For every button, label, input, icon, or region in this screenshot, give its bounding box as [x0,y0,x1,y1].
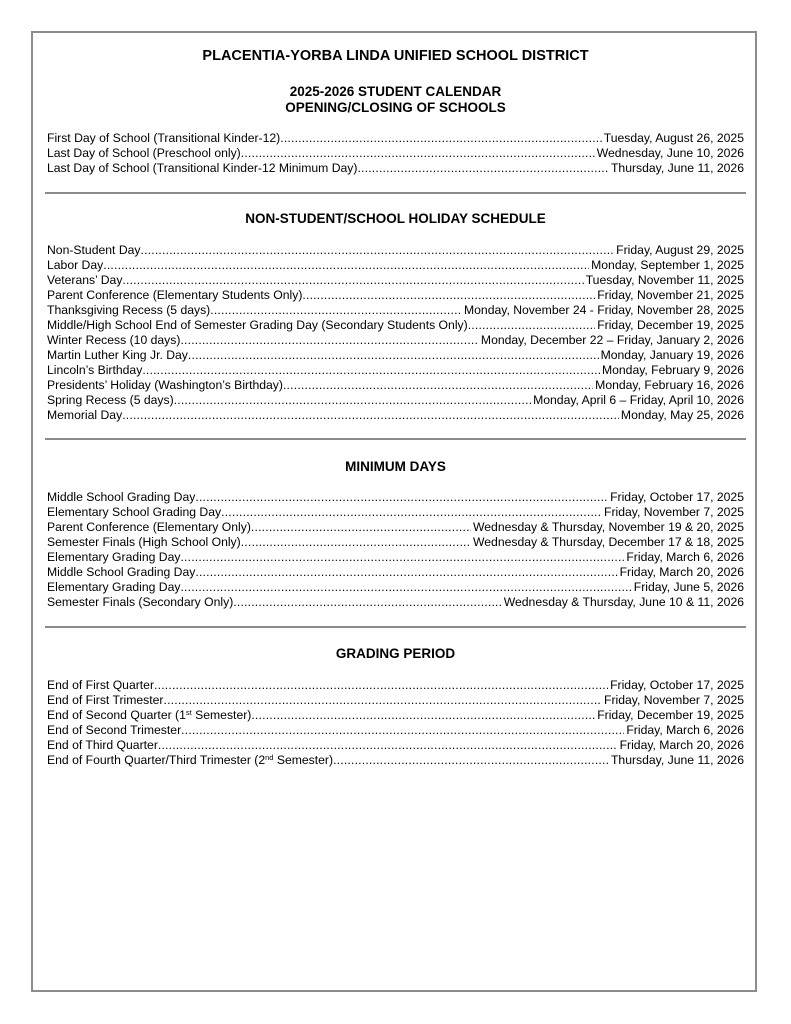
item-date: Friday, March 20, 2026 [619,738,744,752]
leader-dots [241,535,471,550]
holiday-list [47,243,744,423]
item-date: Monday, February 16, 2026 [595,378,744,392]
item-date: Monday, September 1, 2025 [591,258,744,272]
item-date: Friday, June 5, 2026 [633,580,744,594]
leader-dots [188,348,599,363]
leader-dots [195,490,608,505]
grading-period-heading: GRADING PERIOD [335,646,456,661]
leader-dots [122,273,583,288]
item-date: Friday, March 20, 2026 [619,565,744,579]
list-item [47,678,744,693]
item-date: Monday, November 24 - Friday, November 28, 2025 [464,303,744,317]
item-label: Non-Student Day [47,243,141,257]
leader-dots [174,393,531,408]
item-label: Spring Recess (5 days) [47,393,174,407]
item-date: Tuesday, August 26, 2025 [603,131,744,145]
item-label: Parent Conference (Elementary Students Only) [47,288,303,302]
list-item [47,520,744,535]
list-item [47,318,744,333]
list-item [47,535,744,550]
list-item [47,243,744,258]
list-item [47,565,744,580]
item-label: Memorial Day [47,408,123,422]
item-label: Elementary Grading Day [47,550,181,564]
leader-dots [163,693,602,708]
item-label: Semester Finals (High School Only) [47,535,241,549]
leader-dots [210,303,462,318]
item-label: Lincoln’s Birthday [47,363,143,377]
list-item [47,348,744,363]
item-date: Friday, March 6, 2026 [626,550,744,564]
list-item [47,393,744,408]
item-label: Last Day of School (Preschool only) [47,146,241,160]
item-date: Friday, December 19, 2025 [597,708,744,722]
list-item [47,146,744,161]
district-title: PLACENTIA-YORBA LINDA UNIFIED SCHOOL DISTRICT [202,48,589,64]
list-item [47,303,744,318]
item-date: Wednesday, June 10, 2026 [596,146,744,160]
section-divider [45,626,746,628]
item-label: End of Second Quarter (1st Semester) [47,708,252,722]
list-item [47,258,744,273]
holiday-heading: NON-STUDENT/SCHOOL HOLIDAY SCHEDULE [245,211,546,226]
opening-closing-list [47,131,744,176]
leader-dots [241,146,595,161]
minimum-days-list [47,490,744,610]
item-label: Middle/High School End of Semester Grading Day (Secondary Students Only) [47,318,468,332]
leader-dots [468,318,596,333]
item-label: Thanksgiving Recess (5 days) [47,303,211,317]
section-divider [45,192,746,194]
item-label: Elementary School Grading Day [47,505,222,519]
item-label: Martin Luther King Jr. Day [47,348,188,362]
calendar-title: 2025-2026 STUDENT CALENDAR [289,84,502,99]
item-label: Middle School Grading Day [47,490,196,504]
leader-dots [221,505,602,520]
item-date: Friday, December 19, 2025 [597,318,744,332]
leader-dots [180,333,478,348]
list-item [47,408,744,423]
list-item [47,693,744,708]
leader-dots [181,723,624,738]
item-label: End of First Quarter [47,678,155,692]
item-date: Friday, August 29, 2025 [616,243,744,257]
item-date: Friday, November 7, 2025 [604,693,744,707]
leader-dots [180,580,631,595]
list-item [47,738,744,753]
leader-dots [302,288,595,303]
list-item [47,753,744,768]
item-label: Last Day of School (Transitional Kinder-12 Minimum Day) [47,161,358,175]
grading-period-list [47,678,744,768]
item-date: Friday, March 6, 2026 [626,723,744,737]
item-label: End of First Trimester [47,693,164,707]
leader-dots [141,243,615,258]
section-divider [45,438,746,440]
item-label: Winter Recess (10 days) [47,333,181,347]
item-label: Semester Finals (Secondary Only) [47,595,234,609]
item-label: Parent Conference (Elementary Only) [47,520,251,534]
item-date: Thursday, June 11, 2026 [610,161,744,175]
item-label: Elementary Grading Day [47,580,181,594]
item-date: Friday, November 21, 2025 [597,288,744,302]
list-item [47,273,744,288]
item-date: Wednesday & Thursday, December 17 & 18, 2025 [473,535,744,549]
item-date: Friday, October 17, 2025 [610,490,744,504]
list-item [47,378,744,393]
list-item [47,580,744,595]
leader-dots [357,161,609,176]
leader-dots [233,595,501,610]
leader-dots [251,708,595,723]
leader-dots [122,408,619,423]
leader-dots [251,520,471,535]
item-date: Monday, January 19, 2026 [600,348,744,362]
list-item [47,363,744,378]
item-date: Monday, May 25, 2026 [620,408,744,422]
list-item [47,288,744,303]
item-label: Labor Day [47,258,104,272]
calendar-subtitle: OPENING/CLOSING OF SCHOOLS [285,100,506,115]
leader-dots [142,363,600,378]
list-item [47,723,744,738]
leader-dots [103,258,589,273]
item-label: Middle School Grading Day [47,565,196,579]
item-label: End of Second Trimester [47,723,182,737]
minimum-days-heading: MINIMUM DAYS [345,459,446,474]
item-date: Tuesday, November 11, 2025 [585,273,744,287]
item-label: Veterans’ Day [47,273,123,287]
item-date: Monday, February 9, 2026 [601,363,744,377]
item-date: Thursday, June 11, 2026 [610,753,744,767]
leader-dots [283,378,593,393]
item-date: Friday, October 17, 2025 [610,678,744,692]
item-date: Monday, December 22 – Friday, January 2, 2026 [480,333,744,347]
list-item [47,550,744,565]
list-item [47,490,744,505]
leader-dots [333,753,609,768]
list-item [47,333,744,348]
leader-dots [280,131,602,146]
leader-dots [154,678,608,693]
item-date: Friday, November 7, 2025 [604,505,744,519]
list-item [47,708,744,723]
leader-dots [195,565,617,580]
item-date: Wednesday & Thursday, November 19 & 20, 2025 [473,520,744,534]
item-date: Wednesday & Thursday, June 10 & 11, 2026 [503,595,744,609]
item-label: Presidents’ Holiday (Washington’s Birthday) [47,378,283,392]
leader-dots [158,738,618,753]
leader-dots [180,550,624,565]
item-label: End of Fourth Quarter/Third Trimester (2nd Semester) [47,753,334,767]
item-label: First Day of School (Transitional Kinder-12) [47,131,281,145]
list-item [47,131,744,146]
list-item [47,595,744,610]
item-label: End of Third Quarter [47,738,158,752]
item-date: Monday, April 6 – Friday, April 10, 2026 [533,393,744,407]
list-item [47,505,744,520]
list-item [47,161,744,176]
